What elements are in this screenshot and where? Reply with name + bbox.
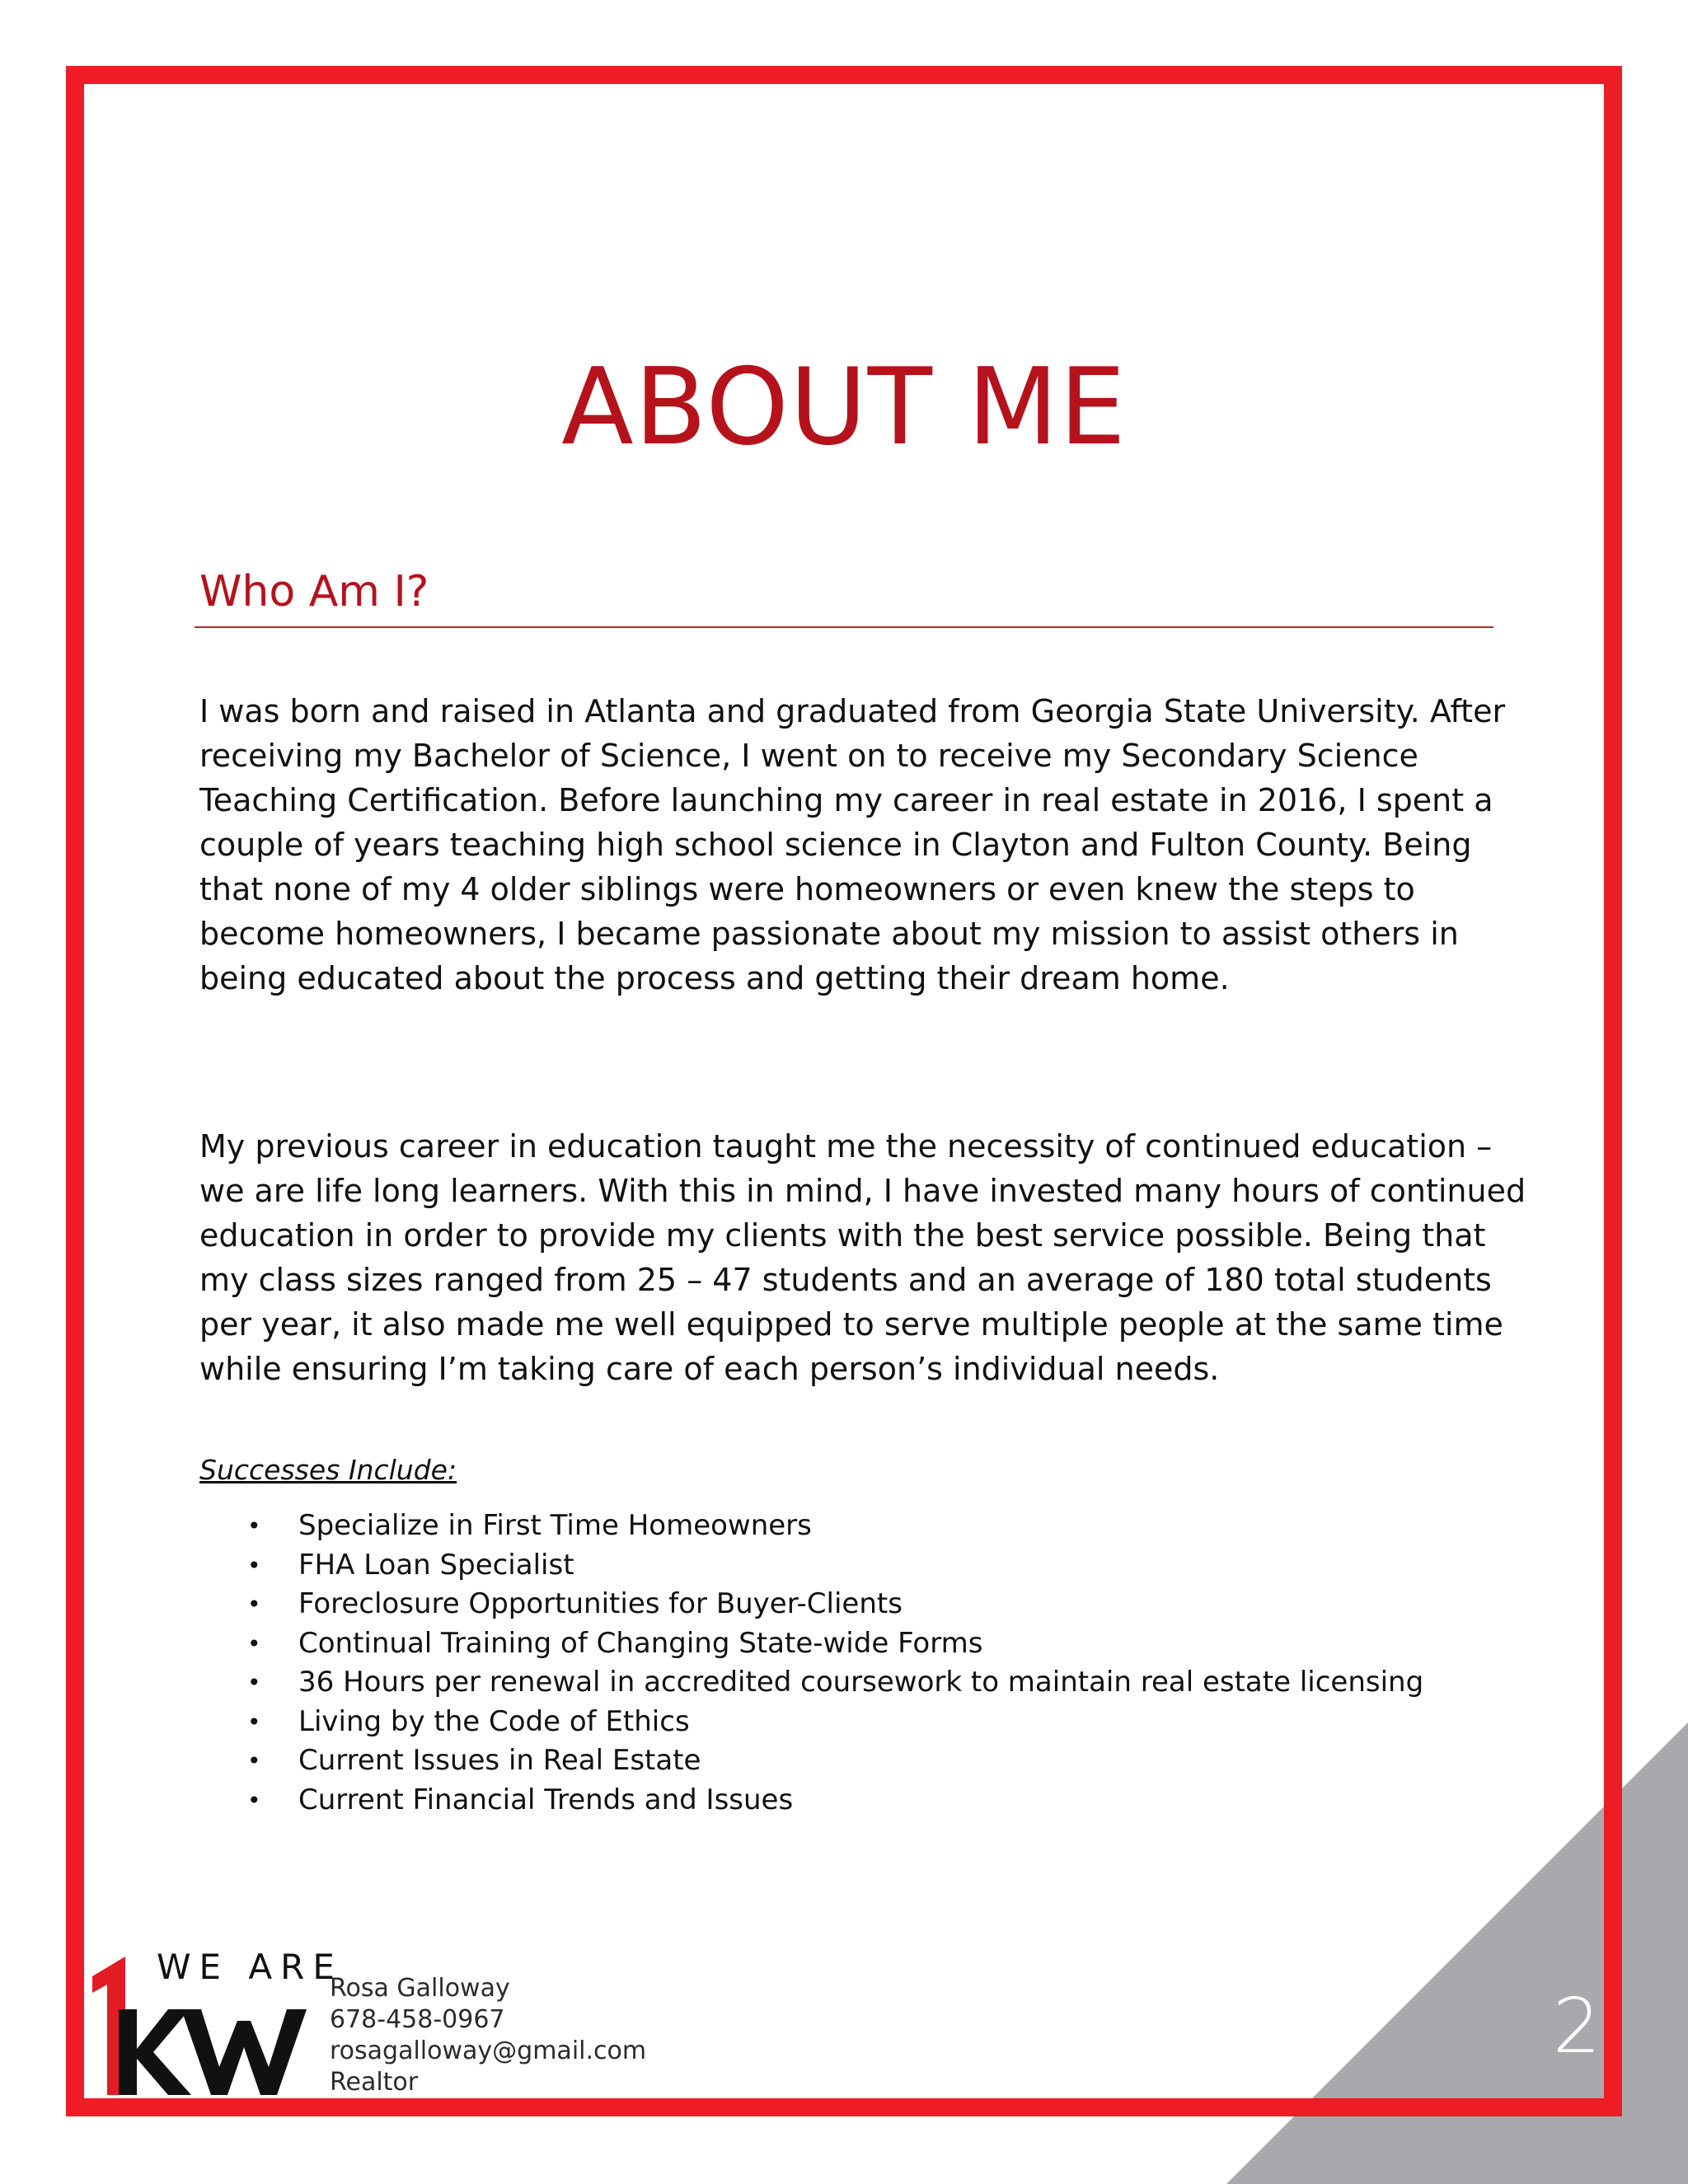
agent-phone: 678-458-0967 — [330, 2005, 505, 2034]
bullet-icon: • — [247, 1591, 261, 1618]
list-item — [199, 1781, 1423, 1821]
page-title: ABOUT ME — [561, 346, 1127, 469]
list-item-text: 36 Hours per renewal in accredited coursework to maintain real estate licensing — [298, 1666, 1424, 1699]
list-item — [199, 1624, 1423, 1664]
list-item-text: Current Issues in Real Estate — [298, 1744, 701, 1777]
list-item — [199, 1741, 1423, 1781]
section-divider — [195, 626, 1493, 628]
agent-contact-block — [330, 1973, 646, 2098]
agent-name: Rosa Galloway — [330, 1974, 510, 2003]
bullet-icon: • — [247, 1551, 261, 1579]
section-heading-who-am-i: Who Am I? — [199, 567, 429, 616]
list-item-text: Living by the Code of Ethics — [298, 1704, 690, 1738]
list-item — [199, 1546, 1423, 1586]
bullet-icon: • — [247, 1747, 261, 1774]
agent-role: Realtor — [330, 2068, 419, 2097]
successes-heading: Successes Include: — [199, 1454, 457, 1486]
successes-list — [199, 1507, 1423, 1820]
page-number: 2 — [1552, 1982, 1601, 2070]
list-item — [199, 1585, 1423, 1624]
bullet-icon: • — [247, 1629, 261, 1657]
list-item-text: FHA Loan Specialist — [298, 1548, 574, 1582]
agent-email: rosagalloway@gmail.com — [330, 2036, 647, 2065]
list-item-text: Foreclosure Opportunities for Buyer-Clients — [298, 1587, 903, 1620]
list-item-text: Continual Training of Changing State-wide Forms — [298, 1626, 983, 1660]
list-item — [199, 1507, 1423, 1546]
paragraph-education: My previous career in education taught me the necessity of continued education – we are life long learners. With this in mind, I have invested many hours of continued education in order to provide my clients with the best service possible. Being that my class sizes ranged from 25 – 47 students and an average of 180 total students per year, it also made me well equipped to serve multiple people at the same time while ensuring I’m taking care of each person’s individual needs. — [199, 1128, 1526, 1387]
bullet-icon: • — [247, 1669, 261, 1696]
list-item — [199, 1703, 1423, 1742]
list-item-text: Current Financial Trends and Issues — [298, 1783, 794, 1816]
bullet-icon: • — [247, 1786, 261, 1814]
bullet-icon: • — [247, 1512, 261, 1540]
list-item — [199, 1663, 1423, 1703]
list-item-text: Specialize in First Time Homeowners — [298, 1509, 812, 1542]
bullet-icon: • — [247, 1708, 261, 1736]
logo-tagline: WE ARE — [157, 1947, 343, 1987]
paragraph-background: I was born and raised in Atlanta and graduated from Georgia State University. After receiving my Bachelor of Science, I went on to receive my Secondary Science Teaching Certification. Before launching my career in real estate in 2016, I spent a couple of years teaching high school science in Clayton and Fulton County. Being that none of my 4 older siblings were homeowners or even knew the steps to become homeowners, I became passionate about my mission to assist others in being educated about the process and getting their dream home. — [199, 693, 1506, 996]
